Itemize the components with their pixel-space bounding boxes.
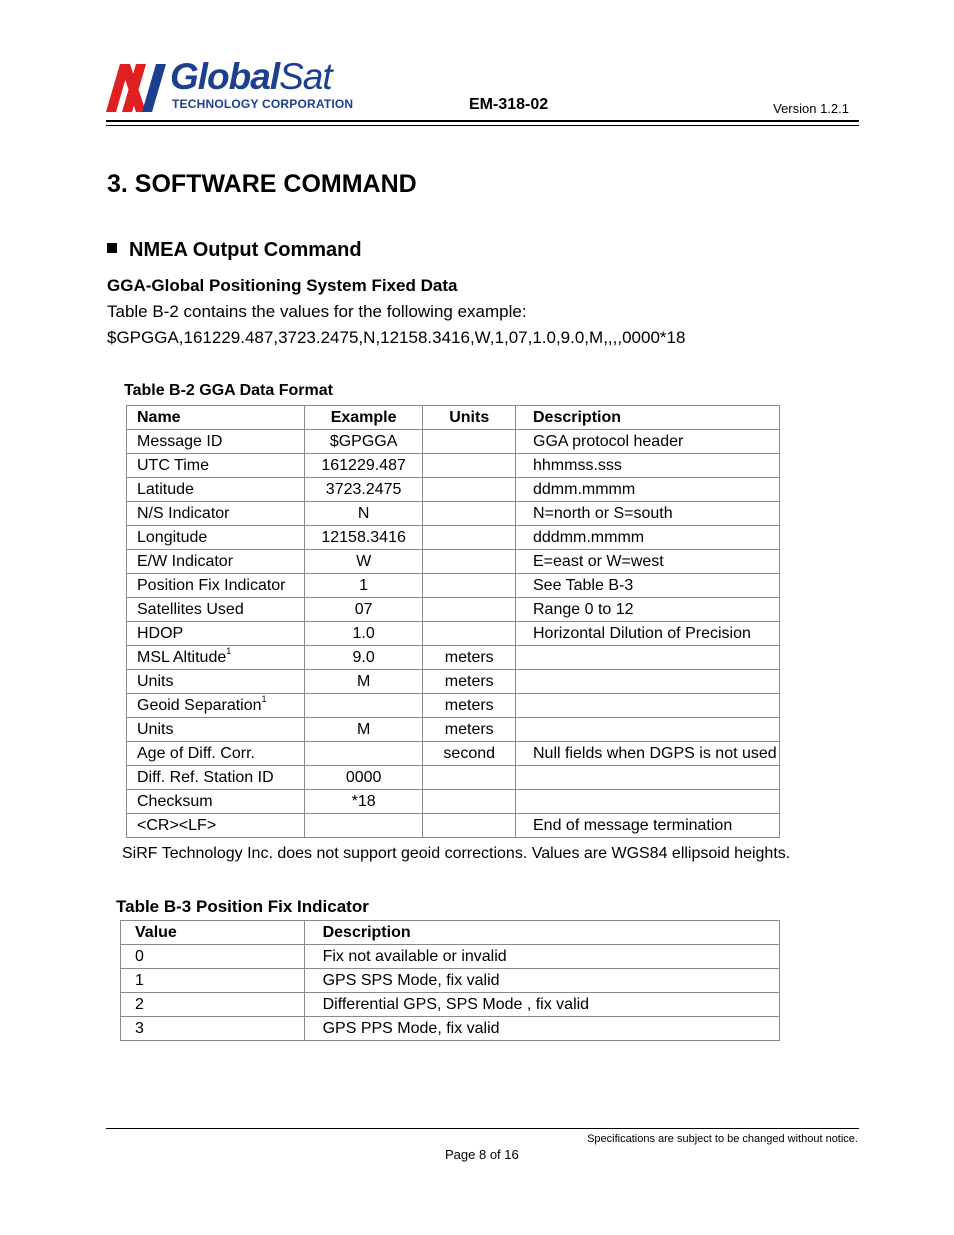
table-b2-caption: Table B-2 GGA Data Format — [124, 382, 333, 399]
table-row — [121, 1017, 780, 1041]
cell-units: meters — [423, 670, 516, 694]
table-row — [127, 430, 780, 454]
table-row — [127, 574, 780, 598]
table-row — [127, 622, 780, 646]
cell-description: hhmmss.sss — [516, 454, 780, 478]
cell-units — [423, 790, 516, 814]
cell-name: MSL Altitude$^1$ — [127, 646, 305, 670]
table-header-row — [121, 921, 780, 945]
cell-description: GPS SPS Mode, fix valid — [304, 969, 779, 993]
cell-name: N/S Indicator — [127, 502, 305, 526]
cell-example: 161229.487 — [304, 454, 423, 478]
cell-name: Diff. Ref. Station ID — [127, 766, 305, 790]
cell-units — [423, 526, 516, 550]
cell-name: Age of Diff. Corr. — [127, 742, 305, 766]
cell-name: Position Fix Indicator — [127, 574, 305, 598]
cell-name: Message ID — [127, 430, 305, 454]
cell-example: $GPGGA — [304, 430, 423, 454]
table-b3-caption: Table B-3 Position Fix Indicator — [116, 897, 369, 916]
cell-description: End of message termination — [516, 814, 780, 838]
column-header: Description — [304, 921, 779, 945]
cell-example: W — [304, 550, 423, 574]
table-row — [121, 969, 780, 993]
table-row — [127, 718, 780, 742]
position-fix-indicator-table — [120, 920, 780, 1041]
cell-description — [516, 718, 780, 742]
cell-units: meters — [423, 646, 516, 670]
page-number: Page 8 of 16 — [445, 1147, 519, 1162]
cell-units — [423, 766, 516, 790]
cell-name: HDOP — [127, 622, 305, 646]
cell-units: meters — [423, 718, 516, 742]
intro-text: Table B-2 contains the values for the following example: — [107, 302, 527, 321]
table-row — [127, 766, 780, 790]
table-row — [121, 945, 780, 969]
document-id: EM-318-02 — [469, 96, 549, 113]
cell-units — [423, 454, 516, 478]
page-title: 3. SOFTWARE COMMAND — [107, 170, 417, 198]
cell-example: 1 — [304, 574, 423, 598]
cell-description: N=north or S=south — [516, 502, 780, 526]
footer-rule — [106, 1128, 859, 1129]
column-header: Value — [121, 921, 305, 945]
cell-example: 1.0 — [304, 622, 423, 646]
cell-example: 0000 — [304, 766, 423, 790]
table-row — [127, 454, 780, 478]
table-row — [127, 526, 780, 550]
cell-units — [423, 550, 516, 574]
table-row — [127, 814, 780, 838]
cell-description — [516, 790, 780, 814]
footnote-marker: 1 — [226, 646, 232, 656]
cell-units: second — [423, 742, 516, 766]
cell-description: Horizontal Dilution of Precision — [516, 622, 780, 646]
cell-description: Null fields when DGPS is not used — [516, 742, 780, 766]
cell-example: 12158.3416 — [304, 526, 423, 550]
cell-units — [423, 598, 516, 622]
cell-example: M — [304, 670, 423, 694]
version-label: Version 1.2.1 — [773, 101, 849, 116]
cell-description: Fix not available or invalid — [304, 945, 779, 969]
table-row — [127, 598, 780, 622]
cell-description: Differential GPS, SPS Mode , fix valid — [304, 993, 779, 1017]
cell-description: GPS PPS Mode, fix valid — [304, 1017, 779, 1041]
table-row — [127, 502, 780, 526]
table-note: SiRF Technology Inc. does not support geoid corrections. Values are WGS84 ellipsoid heights. — [122, 845, 791, 862]
logo-wordmark: GlobalSat — [170, 56, 332, 97]
table-row — [127, 550, 780, 574]
cell-units — [423, 814, 516, 838]
cell-description — [516, 766, 780, 790]
cell-description — [516, 646, 780, 670]
table-row — [127, 694, 780, 718]
cell-description: dddmm.mmmm — [516, 526, 780, 550]
cell-example — [304, 694, 423, 718]
logo-subtitle: TECHNOLOGY CORPORATION — [172, 97, 354, 111]
page-header — [106, 56, 859, 126]
cell-description — [516, 670, 780, 694]
cell-value: 0 — [121, 945, 305, 969]
table-header-row — [127, 406, 780, 430]
table-row — [127, 670, 780, 694]
cell-units — [423, 574, 516, 598]
cell-description: Range 0 to 12 — [516, 598, 780, 622]
cell-name: <CR><LF> — [127, 814, 305, 838]
cell-example: 9.0 — [304, 646, 423, 670]
column-header: Description — [516, 406, 780, 430]
cell-name: Geoid Separation$^1$ — [127, 694, 305, 718]
cell-name: Latitude — [127, 478, 305, 502]
table-row — [127, 742, 780, 766]
cell-example: *18 — [304, 790, 423, 814]
table-row — [127, 646, 780, 670]
cell-units — [423, 622, 516, 646]
cell-value: 1 — [121, 969, 305, 993]
footnote-marker: 1 — [261, 694, 267, 704]
column-header: Name — [127, 406, 305, 430]
cell-description: See Table B-3 — [516, 574, 780, 598]
cell-example: M — [304, 718, 423, 742]
cell-name: Units — [127, 718, 305, 742]
cell-units: meters — [423, 694, 516, 718]
cell-name: Checksum — [127, 790, 305, 814]
cell-units — [423, 502, 516, 526]
table-row — [127, 478, 780, 502]
example-sentence: $GPGGA,161229.487,3723.2475,N,12158.3416,W,1,07,1.0,9.0,M,,,,0000*18 — [107, 328, 686, 347]
column-header: Units — [423, 406, 516, 430]
cell-name: UTC Time — [127, 454, 305, 478]
globalsat-n-icon — [106, 64, 168, 112]
header-rule — [106, 120, 859, 122]
cell-name: Satellites Used — [127, 598, 305, 622]
cell-example — [304, 814, 423, 838]
cell-example: 07 — [304, 598, 423, 622]
cell-units — [423, 430, 516, 454]
header-rule-thin — [106, 125, 859, 126]
cell-value: 2 — [121, 993, 305, 1017]
cell-name: E/W Indicator — [127, 550, 305, 574]
square-bullet-icon — [107, 243, 117, 253]
cell-example — [304, 742, 423, 766]
globalsat-logo — [106, 56, 356, 112]
cell-name: Longitude — [127, 526, 305, 550]
cell-description: GGA protocol header — [516, 430, 780, 454]
cell-name: Units — [127, 670, 305, 694]
table-row — [127, 790, 780, 814]
cell-description: ddmm.mmmm — [516, 478, 780, 502]
gga-data-format-table — [126, 405, 780, 838]
table-row — [121, 993, 780, 1017]
section-heading: NMEA Output Command — [107, 239, 362, 262]
cell-value: 3 — [121, 1017, 305, 1041]
subsection-heading: GGA-Global Positioning System Fixed Data — [107, 276, 458, 295]
cell-example: 3723.2475 — [304, 478, 423, 502]
column-header: Example — [304, 406, 423, 430]
cell-description — [516, 694, 780, 718]
cell-description: E=east or W=west — [516, 550, 780, 574]
footer-notice: Specifications are subject to be changed without notice. — [587, 1133, 858, 1145]
cell-units — [423, 478, 516, 502]
cell-example: N — [304, 502, 423, 526]
